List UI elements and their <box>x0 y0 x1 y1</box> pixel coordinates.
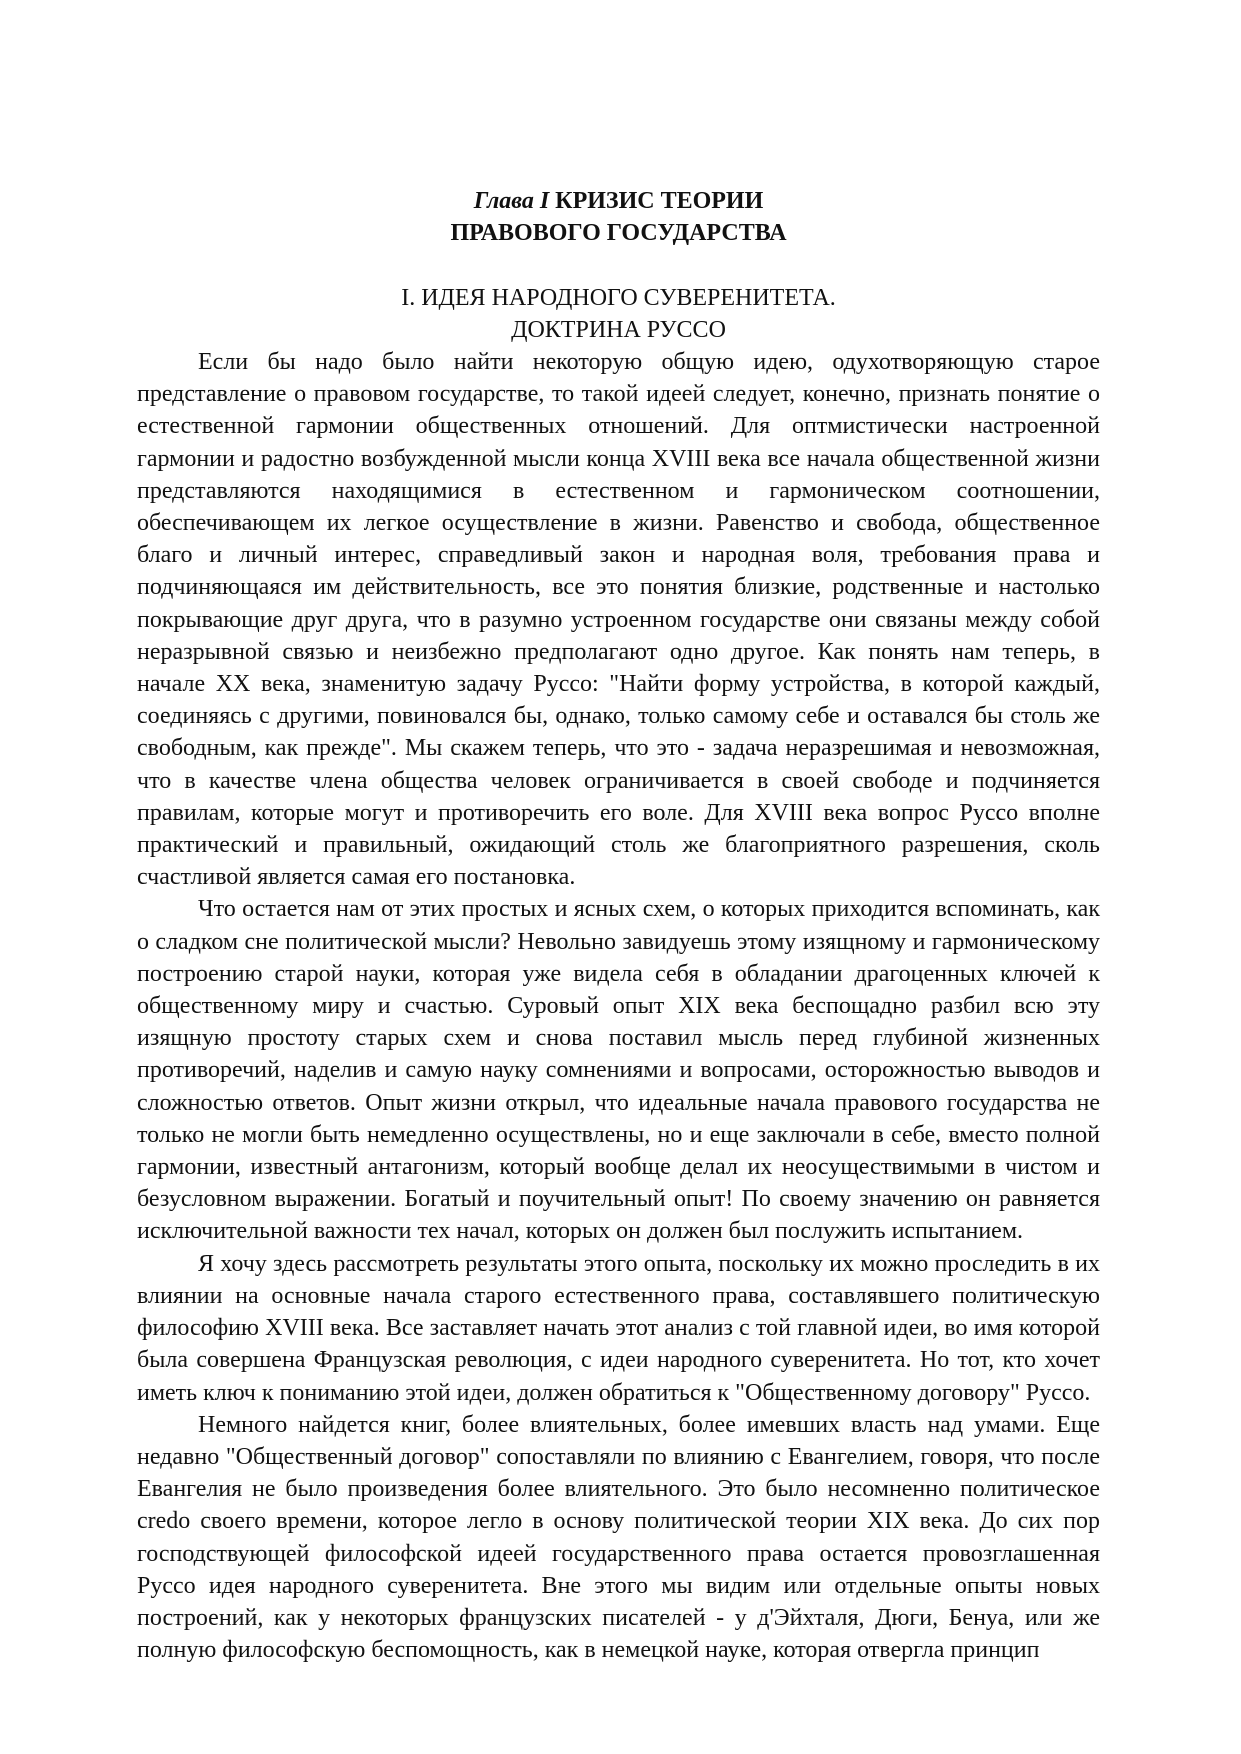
paragraph: Немного найдется книг, более влиятельных, более имевших власть над умами. Еще недавно "Общественный договор" сопоставляли по влиянию с Евангелием, говоря, что после Евангелия не было произведения более влиятельного. Это было несомненно политическое credo своего времени, которое легло в основу политической теории XIX века. До сих пор господствующей философской идеей государственного права остается провозглашенная Руссо идея народного суверенитета. Вне этого мы видим или отдельные опыты новых построений, как у некоторых французских писателей - у д'Эйхталя, Дюги, Бенуа, или же полную философскую беспомощность, как в немецкой науке, которая отвергла принцип <box>137 1411 1100 1664</box>
section-heading <box>137 282 1100 346</box>
paragraph: Если бы надо было найти некоторую общую идею, одухотворяющую старое представление о правовом государстве, то такой идеей следует, конечно, признать понятие о естественной гармонии общественных отношений. Для оптмистически настроенной гармонии и радостно возбужденной мысли конца XVIII века все начала общественной жизни представляются находящимися в естественном и гармоническом соотношении, обеспечивающем их легкое осуществление в жизни. Равенство и свобода, общественное благо и личный интерес, справедливый закон и народная воля, требования права и подчиняющаяся им действительность, все это понятия близкие, родственные и настолько покрывающие друг друга, что в разумно устроенном государстве они связаны между собой неразрывной связью и неизбежно предполагают одно другое. Как понять нам теперь, в начале XX века, знаменитую задачу Руссо: "Найти форму устройства, в которой каждый, соединяясь с другими, повиновался бы, однако, только самому себе и оставался бы столь же свободным, как прежде". Мы скажем теперь, что это - задача неразрешимая и невозможная, что в качестве члена общества человек ограничивается в своей свободе и подчиняется правилам, которые могут и противоречить его воле. Для XVIII века вопрос Руссо вполне практический и правильный, ожидающий столь же благоприятного разрешения, сколь счастливой является самая его постановка. <box>137 349 1100 891</box>
chapter-label: Глава I <box>473 188 550 214</box>
chapter-heading-line-1 <box>137 185 1100 217</box>
document-page <box>137 185 1100 1666</box>
chapter-title-line-1: КРИЗИС ТЕОРИИ <box>555 188 764 214</box>
chapter-title-line-2: ПРАВОВОГО ГОСУДАРСТВА <box>450 220 787 246</box>
section-title-line-1: I. ИДЕЯ НАРОДНОГО СУВЕРЕНИТЕТА. <box>401 285 836 311</box>
body-text <box>137 346 1100 1666</box>
chapter-heading <box>137 185 1100 249</box>
paragraph: Я хочу здесь рассмотреть результаты этого опыта, поскольку их можно проследить в их влиянии на основные начала старого естественного права, составлявшего политическую философию XVIII века. Все заставляет начать этот анализ с той главной идеи, во имя которой была совершена Французская революция, с идеи народного суверенитета. Но тот, кто хочет иметь ключ к пониманию этой идеи, должен обратиться к "Общественному договору" Руссо. <box>137 1250 1100 1406</box>
paragraph: Что остается нам от этих простых и ясных схем, о которых приходится вспоминать, как о сладком сне политической мысли? Невольно завидуешь этому изящному и гармоническому построению старой науки, которая уже видела себя в обладании драгоценных ключей к общественному миру и счастью. Суровый опыт XIX века беспощадно разбил всю эту изящную простоту старых схем и снова поставил мысль перед глубиной жизненных противоречий, наделив и самую науку сомнениями и вопросами, осторожностью выводов и сложностью ответов. Опыт жизни открыл, что идеальные начала правового государства не только не могли быть немедленно осуществлены, но и еще заключали в себе, вместо полной гармонии, известный антагонизм, который вообще делал их неосуществимыми в чистом и безусловном выражении. Богатый и поучительный опыт! По своему значению он равняется исключительной важности тех начал, которых он должен был послужить испытанием. <box>137 896 1100 1245</box>
section-title-line-2: ДОКТРИНА РУССО <box>511 317 726 343</box>
